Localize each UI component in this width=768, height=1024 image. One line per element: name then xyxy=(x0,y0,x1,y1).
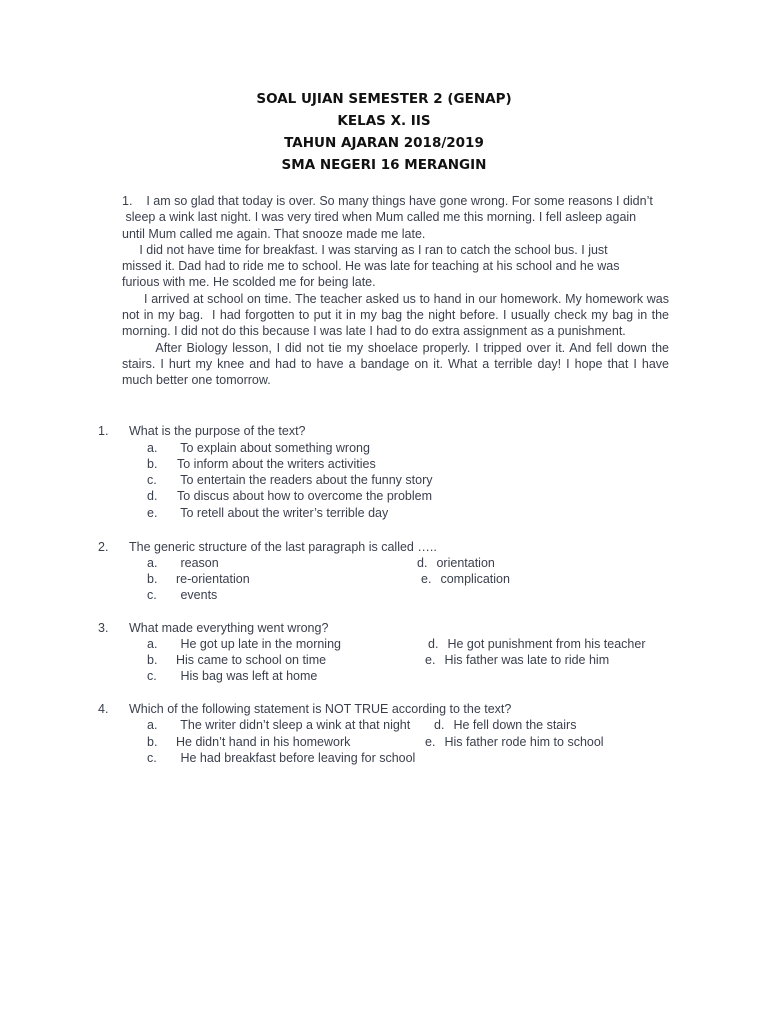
option-letter: c. xyxy=(147,588,157,602)
academic-year: TAHUN AJARAN 2018/2019 xyxy=(284,135,484,151)
question-number: 1. xyxy=(98,424,109,438)
option-letter: d. xyxy=(428,637,439,651)
option-text: To discus about how to overcome the problem xyxy=(177,489,432,503)
option-text: He had breakfast before leaving for school xyxy=(177,751,416,765)
option-text: To retell about the writer’s terrible day xyxy=(177,506,389,520)
option-text: His father rode him to school xyxy=(441,735,604,749)
option-text: He got up late in the morning xyxy=(177,637,341,651)
option-letter: c. xyxy=(147,751,157,765)
option-text: events xyxy=(177,588,218,602)
option-letter: b. xyxy=(147,735,158,749)
option-letter: a. xyxy=(147,441,158,455)
passage-line: sleep a wink last night. I was very tired when Mum called me this morning. I fell asleep again xyxy=(122,210,637,225)
option-letter: a. xyxy=(147,637,158,651)
option-letter: b. xyxy=(147,653,158,667)
passage-paragraph-4: After Biology lesson, I did not tie my shoelace properly. I tripped over it. And fell down the stairs. I hurt my knee and had to have a bandage on it. What a terrible day! I hope that I have much better one tomorrow. xyxy=(122,340,673,388)
option-text: He fell down the stairs xyxy=(450,718,577,732)
option-letter: a. xyxy=(147,718,158,732)
option-letter: d. xyxy=(434,718,445,732)
option-text: orientation xyxy=(433,556,495,570)
reading-passage xyxy=(122,193,673,389)
option-letter: e. xyxy=(421,572,432,586)
option-letter: b. xyxy=(147,457,158,471)
option-letter: d. xyxy=(147,489,158,503)
passage-paragraph-3: I arrived at school on time. The teacher asked us to hand in our homework. My homework was not in my bag. I had forgotten to put it in my bag the night before. I usually check my bag in the morning. I did not do this because I was late I had to do extra assignment as a punishment. xyxy=(122,291,673,339)
question-number: 3. xyxy=(98,621,109,635)
option-text: To explain about something wrong xyxy=(177,441,370,455)
option-text: He got punishment from his teacher xyxy=(444,637,646,651)
option-text: complication xyxy=(437,572,510,586)
option-text: His father was late to ride him xyxy=(441,653,610,667)
option-text: reason xyxy=(177,556,219,570)
passage-line: until Mum called me again. That snooze made me late. xyxy=(122,226,426,241)
option-text: His bag was left at home xyxy=(177,669,318,683)
option-letter: c. xyxy=(147,473,157,487)
option-letter: a. xyxy=(147,556,158,570)
passage-line: I did not have time for breakfast. I was starving as I ran to catch the school bus. I just xyxy=(122,242,608,257)
option-text: He didn’t hand in his homework xyxy=(176,735,351,749)
option-text: To entertain the readers about the funny story xyxy=(177,473,433,487)
passage-line: furious with me. He scolded me for being late. xyxy=(122,275,376,290)
school-name: SMA NEGERI 16 MERANGIN xyxy=(281,157,487,173)
exam-header xyxy=(0,88,768,176)
question-number: 2. xyxy=(98,540,109,554)
option-text: To inform about the writers activities xyxy=(177,457,376,471)
exam-title: SOAL UJIAN SEMESTER 2 (GENAP) xyxy=(256,91,512,107)
option-letter: d. xyxy=(417,556,428,570)
option-text: The writer didn’t sleep a wink at that night xyxy=(177,718,411,732)
option-letter: e. xyxy=(425,735,436,749)
option-text: re-orientation xyxy=(176,572,250,586)
question-number: 4. xyxy=(98,702,109,716)
question-stem: Which of the following statement is NOT TRUE according to the text? xyxy=(129,702,512,716)
passage-line: missed it. Dad had to ride me to school. He was late for teaching at his school and he was xyxy=(122,259,620,274)
question-stem: What made everything went wrong? xyxy=(129,621,329,635)
option-letter: e. xyxy=(425,653,436,667)
question-stem: The generic structure of the last paragraph is called ….. xyxy=(129,540,437,554)
question-stem: What is the purpose of the text? xyxy=(129,424,306,438)
option-letter: c. xyxy=(147,669,157,683)
passage-line: 1. I am so glad that today is over. So many things have gone wrong. For some reasons I didn’t xyxy=(122,194,653,208)
class-label: KELAS X. IIS xyxy=(337,113,431,129)
option-letter: e. xyxy=(147,506,158,520)
option-letter: b. xyxy=(147,572,158,586)
option-text: His came to school on time xyxy=(176,653,327,667)
